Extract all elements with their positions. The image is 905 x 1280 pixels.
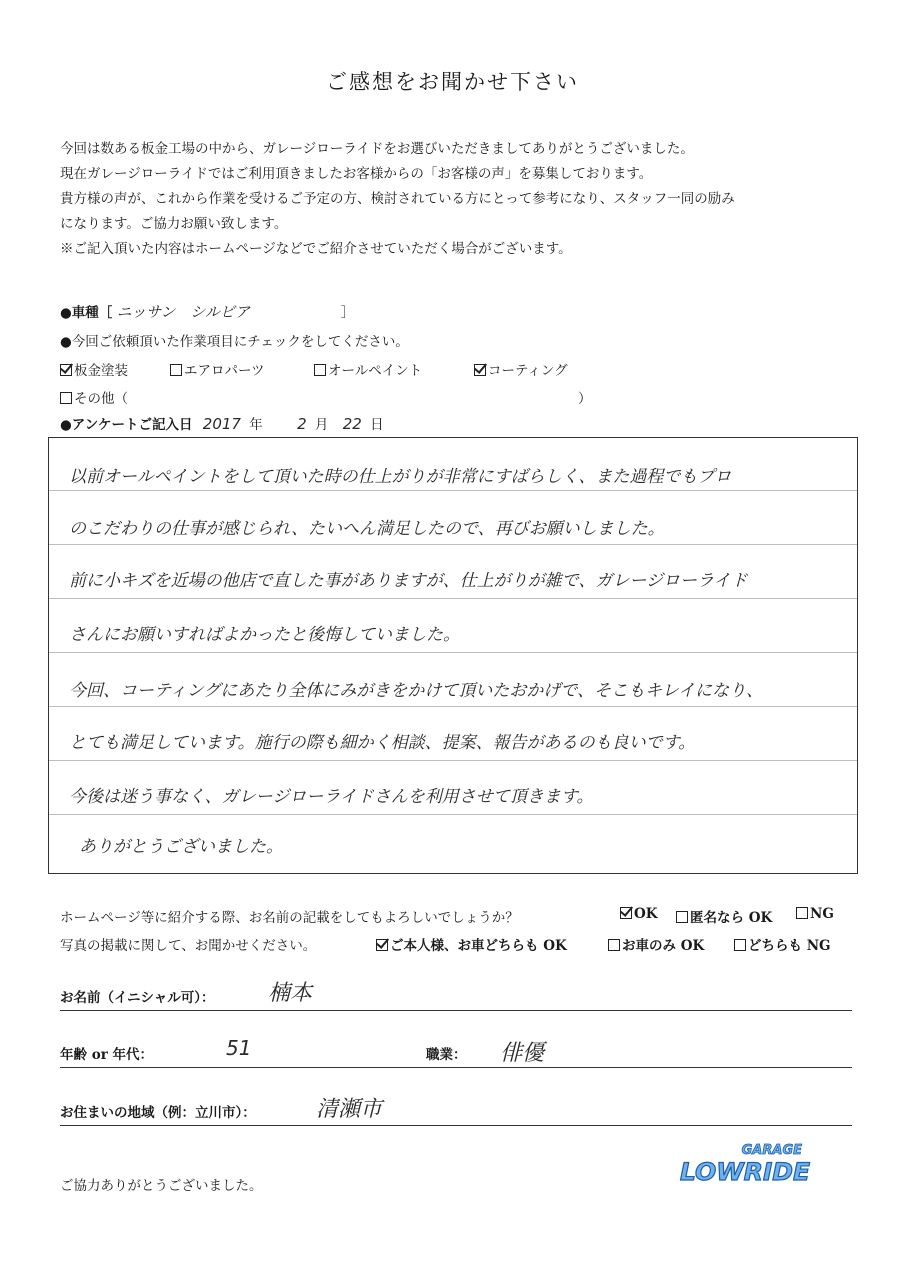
checkbox-icon[interactable] (734, 939, 746, 951)
age-label: 年齢 or 年代： (60, 1047, 154, 1063)
ruled-line (49, 598, 857, 599)
job-label: 職業： (426, 1047, 467, 1063)
consent-name-ng[interactable]: NG (796, 906, 834, 922)
consent-photo-both[interactable]: ご本人様、お車どちらも OK (376, 934, 567, 954)
work-option-allpaint[interactable]: オールペイント (314, 359, 422, 379)
consent-photo-ng[interactable]: どちらも NG (734, 934, 831, 954)
checkbox-icon[interactable] (60, 392, 72, 404)
work-option-aero[interactable]: エアロパーツ (170, 359, 264, 379)
checkbox-icon[interactable] (170, 364, 182, 376)
consent-name-ok[interactable]: OK (620, 906, 658, 922)
checkbox-icon[interactable] (676, 911, 688, 923)
consent-photo-row (60, 934, 316, 954)
intro-text (60, 137, 860, 262)
survey-date-label: ●アンケートご記入日 (60, 417, 193, 433)
vehicle-value[interactable]: ニッサン シルビア (116, 303, 250, 321)
comment-line: のこだわりの仕事が感じられ、たいへん満足したので、再びお願いしました。 (69, 519, 665, 539)
logo-lowride-text: LOWRIDE (680, 1158, 811, 1186)
consent-name-question: ホームページ等に紹介する際、お名前の記載をしてもよろしいでしょうか？ (60, 910, 519, 926)
name-value[interactable]: 楠本 (268, 981, 313, 1006)
survey-date-row: ●アンケートご記入日 2017 年 2 月 22 日 (60, 415, 384, 433)
age-value[interactable]: 51 (226, 1036, 252, 1060)
work-other-close: ） (578, 391, 592, 407)
garage-lowride-logo (676, 1140, 816, 1190)
checkbox-checked-icon[interactable] (620, 907, 632, 919)
consent-photo-car[interactable]: お車のみ OK (608, 934, 704, 954)
checkbox-checked-icon[interactable] (376, 939, 388, 951)
checkbox-icon[interactable] (796, 907, 808, 919)
intro-line: になります。ご協力お願い致します。 (60, 216, 288, 232)
work-prompt: ●今回ご依頼頂いた作業項目にチェックをしてください。 (60, 334, 409, 350)
age-job-underline (60, 1067, 852, 1068)
work-option-other[interactable]: その他（ (60, 387, 128, 407)
comment-line: ありがとうございました。 (79, 837, 283, 857)
area-label: お住まいの地域（例：立川市）： (60, 1105, 256, 1121)
comment-line: 今後は迷う事なく、ガレージローライドさんを利用させて頂きます。 (69, 787, 594, 807)
ruled-line (49, 706, 857, 707)
vehicle-row (60, 301, 354, 322)
area-underline (60, 1125, 852, 1126)
ruled-line (49, 814, 857, 815)
checkbox-icon[interactable] (608, 939, 620, 951)
consent-photo-question: 写真の掲載に関して、お聞かせください。 (60, 938, 317, 954)
comment-line: 以前オールペイントをして頂いた時の仕上がりが非常にすばらしく、また過程でもプロ (69, 467, 732, 487)
work-option-bankin[interactable]: 板金塗装 (60, 359, 128, 379)
survey-year[interactable]: 2017 (202, 415, 241, 433)
intro-line: 今回は数ある板金工場の中から、ガレージローライドをお選びいただきましてありがとうございました。 (60, 141, 694, 157)
comment-line: 前に小キズを近場の他店で直した事がありますが、仕上がりが雑で、ガレージローライド (69, 571, 748, 591)
work-option-coating[interactable]: コーティング (474, 359, 568, 379)
ruled-line (49, 490, 857, 491)
name-label: お名前（イニシャル可）： (60, 990, 215, 1006)
checkbox-checked-icon[interactable] (474, 364, 486, 376)
intro-line: 現在ガレージローライドではご利用頂きましたお客様からの「お客様の声」を募集しております。 (60, 166, 653, 182)
footer-thanks: ご協力ありがとうございました。 (60, 1178, 263, 1194)
intro-line: ※ご記入頂いた内容はホームページなどでご紹介させていただく場合がございます。 (60, 241, 572, 257)
survey-day[interactable]: 22 (342, 415, 362, 433)
name-underline (60, 1010, 852, 1011)
survey-month[interactable]: 2 (297, 415, 307, 433)
logo-garage-text: GARAGE (741, 1143, 802, 1158)
comment-line: とても満足しています。施行の際も細かく相談、提案、報告があるのも良いです。 (69, 733, 696, 753)
consent-name-anon[interactable]: 匿名なら OK (676, 906, 772, 926)
vehicle-close: ］ (340, 305, 355, 321)
page-title: ご感想をお聞かせ下さい (326, 70, 579, 94)
vehicle-label: ●車種［ (60, 305, 113, 321)
checkbox-icon[interactable] (314, 364, 326, 376)
job-value[interactable]: 俳優 (500, 1041, 545, 1066)
ruled-line (49, 544, 857, 545)
comment-line: 今回、コーティングにあたり全体にみがきをかけて頂いたおかげで、そこもキレイになり、 (69, 681, 763, 701)
ruled-line (49, 760, 857, 761)
checkbox-checked-icon[interactable] (60, 364, 72, 376)
intro-line: 貴方様の声が、これから作業を受けるご予定の方、検討されている方にとって参考になり、スタッフ一同の励み (60, 191, 735, 207)
comment-box[interactable] (48, 437, 858, 874)
area-value[interactable]: 清瀬市 (316, 1097, 383, 1122)
consent-name-row (60, 906, 519, 926)
comment-line: さんにお願いすればよかったと後悔していました。 (69, 625, 460, 645)
ruled-line (49, 652, 857, 653)
